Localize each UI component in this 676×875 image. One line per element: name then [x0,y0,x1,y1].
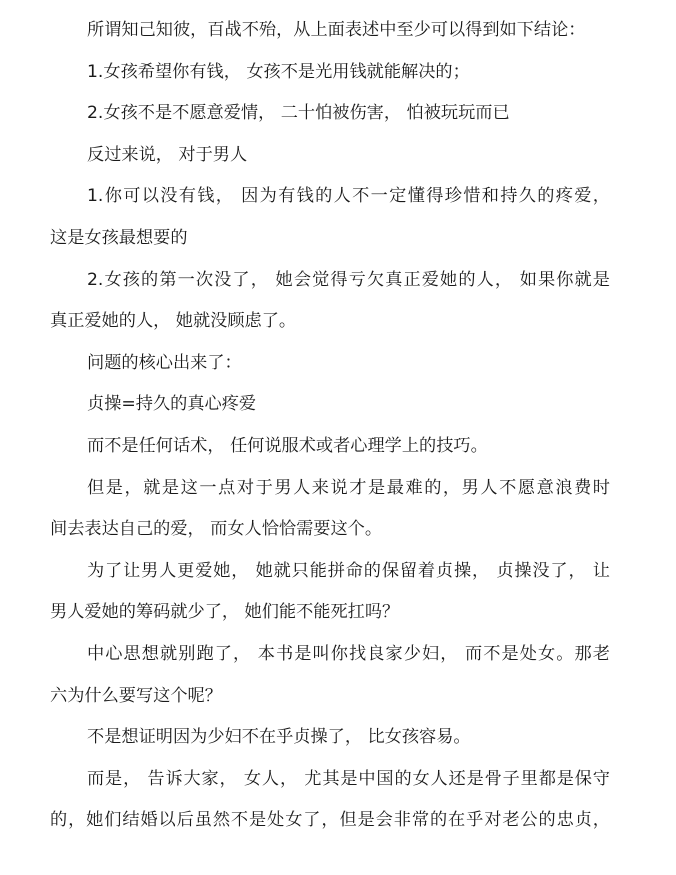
paragraph-line: 这是女孩最想要的 [50,227,188,248]
paragraph-line: 但是，就是这一点对于男人来说才是最难的，男人不愿意浪费时 [87,477,610,498]
paragraph-line: 为了让男人更爱她， 她就只能拼命的保留着贞操， 贞操没了， 让 [87,560,610,581]
paragraph-line: 2.女孩的第一次没了， 她会觉得亏欠真正爱她的人， 如果你就是 [87,269,610,290]
paragraph-line: 问题的核心出来了： [87,352,242,373]
paragraph-line: 中心思想就别跑了， 本书是叫你找良家少妇， 而不是处女。那老 [87,643,610,664]
paragraph-line: 六为什么要写这个呢？ [50,685,222,706]
paragraph-line: 贞操=持久的真心疼爱 [87,394,257,415]
paragraph-line: 所谓知己知彼，百战不殆，从上面表述中至少可以得到如下结论： [87,20,586,40]
paragraph-line: 1.你可以没有钱， 因为有钱的人不一定懂得珍惜和持久的疼爱， [87,186,610,207]
document-page [50,10,610,842]
paragraph-line: 的，她们结婚以后虽然不是处女了，但是会非常的在乎对老公的忠贞， [50,810,610,831]
paragraph-line: 间去表达自己的爱， 而女人恰恰需要这个。 [50,519,383,540]
paragraph-line: 男人爱她的筹码就少了， 她们能不能死扛吗？ [50,602,400,623]
paragraph-line: 而不是任何话术， 任何说服术或者心理学上的技巧。 [87,435,488,456]
paragraph-line: 真正爱她的人， 她就没顾虑了。 [50,311,297,332]
paragraph-line: 1.女孩希望你有钱， 女孩不是光用钱就能解决的； [87,61,470,82]
paragraph-line: 而是， 告诉大家， 女人， 尤其是中国的女人还是骨子里都是保守 [87,768,610,789]
paragraph-line: 反过来说， 对于男人 [87,144,248,165]
paragraph-line: 2.女孩不是不愿意爱情， 二十怕被伤害， 怕被玩玩而已 [87,103,510,124]
paragraph-line: 不是想证明因为少妇不在乎贞操了， 比女孩容易。 [87,727,471,748]
